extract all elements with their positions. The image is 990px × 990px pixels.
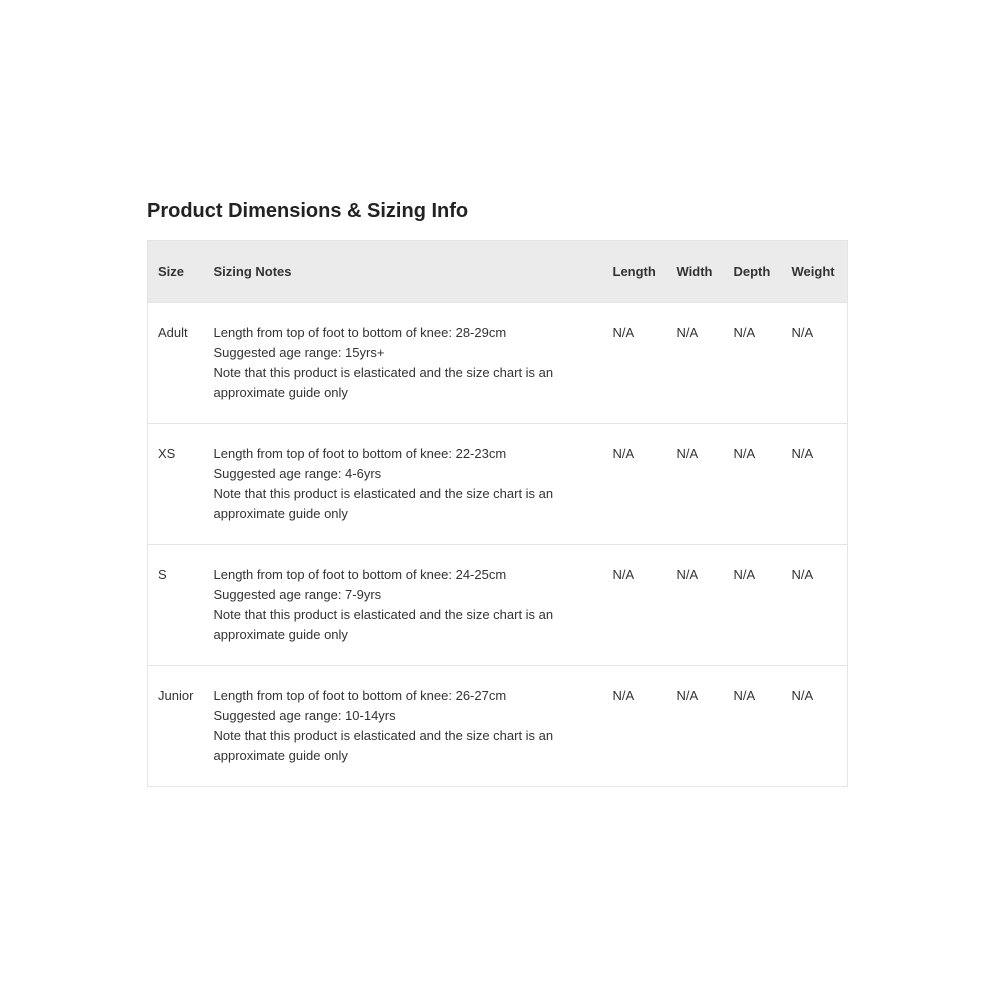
header-depth: Depth <box>733 264 771 279</box>
sizing-notes-cell <box>204 303 603 424</box>
table-header-row <box>148 241 848 303</box>
note-line: Length from top of foot to bottom of knee: 24-25cm <box>213 567 507 582</box>
table-row <box>148 303 848 424</box>
weight-cell: N/A <box>791 325 814 340</box>
size-cell: XS <box>158 446 176 461</box>
sizing-notes-cell <box>204 545 603 666</box>
header-length: Length <box>612 264 656 279</box>
header-sizing-notes: Sizing Notes <box>213 264 292 279</box>
header-weight: Weight <box>791 264 835 279</box>
width-cell: N/A <box>676 688 699 703</box>
note-line: Note that this product is elasticated and the size chart is an <box>213 607 554 622</box>
weight-cell: N/A <box>791 567 814 582</box>
note-line: Length from top of foot to bottom of knee: 26-27cm <box>213 688 507 703</box>
note-line: Length from top of foot to bottom of knee: 28-29cm <box>213 325 507 340</box>
note-line: Note that this product is elasticated and the size chart is an <box>213 486 554 501</box>
section-title: Product Dimensions & Sizing Info <box>147 200 469 222</box>
note-line: Note that this product is elasticated and the size chart is an <box>213 728 554 743</box>
note-line: Suggested age range: 15yrs+ <box>213 345 385 360</box>
table-row <box>148 424 848 545</box>
note-line: Note that this product is elasticated and the size chart is an <box>213 365 554 380</box>
sizing-notes-cell <box>204 666 603 787</box>
size-cell: S <box>158 567 167 582</box>
table-row <box>148 545 848 666</box>
sizing-notes-cell <box>204 424 603 545</box>
note-line: approximate guide only <box>213 627 348 642</box>
weight-cell: N/A <box>791 688 814 703</box>
sizing-table <box>147 240 848 787</box>
length-cell: N/A <box>612 446 635 461</box>
header-width: Width <box>676 264 713 279</box>
width-cell: N/A <box>676 567 699 582</box>
depth-cell: N/A <box>733 446 756 461</box>
sizing-info-section <box>147 198 847 787</box>
width-cell: N/A <box>676 446 699 461</box>
width-cell: N/A <box>676 325 699 340</box>
length-cell: N/A <box>612 567 635 582</box>
note-line: approximate guide only <box>213 748 348 763</box>
table-row <box>148 666 848 787</box>
depth-cell: N/A <box>733 688 756 703</box>
depth-cell: N/A <box>733 567 756 582</box>
length-cell: N/A <box>612 688 635 703</box>
size-cell: Junior <box>158 688 194 703</box>
table-header <box>148 241 848 303</box>
note-line: Suggested age range: 4-6yrs <box>213 466 382 481</box>
note-line: approximate guide only <box>213 506 348 521</box>
header-size: Size <box>158 264 185 279</box>
note-line: Suggested age range: 10-14yrs <box>213 708 396 723</box>
note-line: approximate guide only <box>213 385 348 400</box>
note-line: Length from top of foot to bottom of knee: 22-23cm <box>213 446 507 461</box>
depth-cell: N/A <box>733 325 756 340</box>
table-body <box>148 303 848 787</box>
weight-cell: N/A <box>791 446 814 461</box>
size-cell: Adult <box>158 325 188 340</box>
note-line: Suggested age range: 7-9yrs <box>213 587 382 602</box>
length-cell: N/A <box>612 325 635 340</box>
